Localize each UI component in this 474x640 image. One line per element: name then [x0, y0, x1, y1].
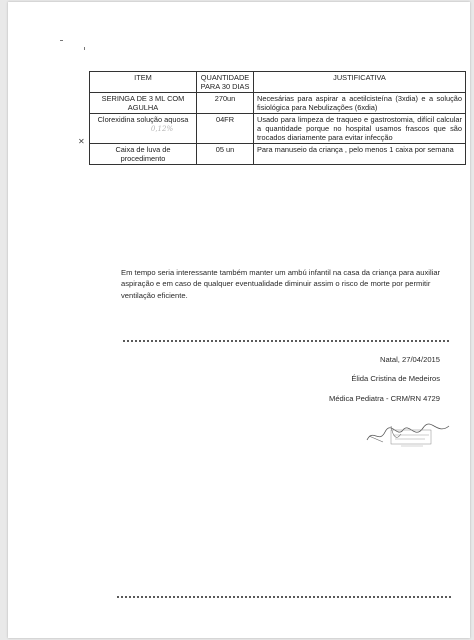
body-paragraph: Em tempo seria interessante também manter um ambú infantil na casa da criança para auxiliar aspiração e em caso de qualquer eventualidade diminuir assim o risco de morte por permitir ventilação eficiente. [121, 268, 441, 300]
cell-item-text: Clorexidina solução aquosa [97, 115, 189, 125]
handwritten-x-mark: ✕ [78, 137, 85, 146]
dotted-divider [116, 596, 452, 598]
cell-item: SERINGA DE 3 ML COM AGULHA [90, 93, 197, 114]
cell-item: Caixa de luva de procedimento [90, 144, 197, 165]
table-row [90, 114, 466, 144]
cell-justificativa: Necesárias para aspirar a acetilcisteína (3xdia) e a solução fisiológica para Nebulizações (6xdia) [254, 93, 466, 114]
signer-role: Médica Pediatra - CRM/RN 4729 [329, 394, 440, 403]
cell-quantidade: 04FR [197, 114, 254, 144]
signature-stamp-image [363, 418, 453, 452]
document-page [8, 2, 470, 638]
cell-justificativa: Usado para limpeza de traqueo e gastrostomia, difícil calcular a quantidade porque no hospital usamos frascos que são trocados diariamente para evitar infecção [254, 114, 466, 144]
table-row [90, 144, 466, 165]
table-row [90, 93, 466, 114]
dotted-divider [122, 340, 450, 342]
signer-name: Élida Cristina de Medeiros [351, 374, 440, 383]
cell-quantidade: 270un [197, 93, 254, 114]
materials-table [89, 71, 466, 165]
table-header-row [90, 72, 466, 93]
header-quantidade: QUANTIDADE PARA 30 DIAS [197, 72, 254, 93]
scan-speck [60, 40, 63, 41]
cell-item [90, 114, 197, 144]
scan-speck [84, 47, 85, 50]
header-justificativa: JUSTIFICATIVA [254, 72, 466, 93]
cell-quantidade: 05 un [197, 144, 254, 165]
handwritten-note: 0,12% [150, 125, 174, 134]
date-line: Natal, 27/04/2015 [380, 355, 440, 364]
cell-justificativa: Para manuseio da criança , pelo menos 1 caixa por semana [254, 144, 466, 165]
header-item: ITEM [90, 72, 197, 93]
